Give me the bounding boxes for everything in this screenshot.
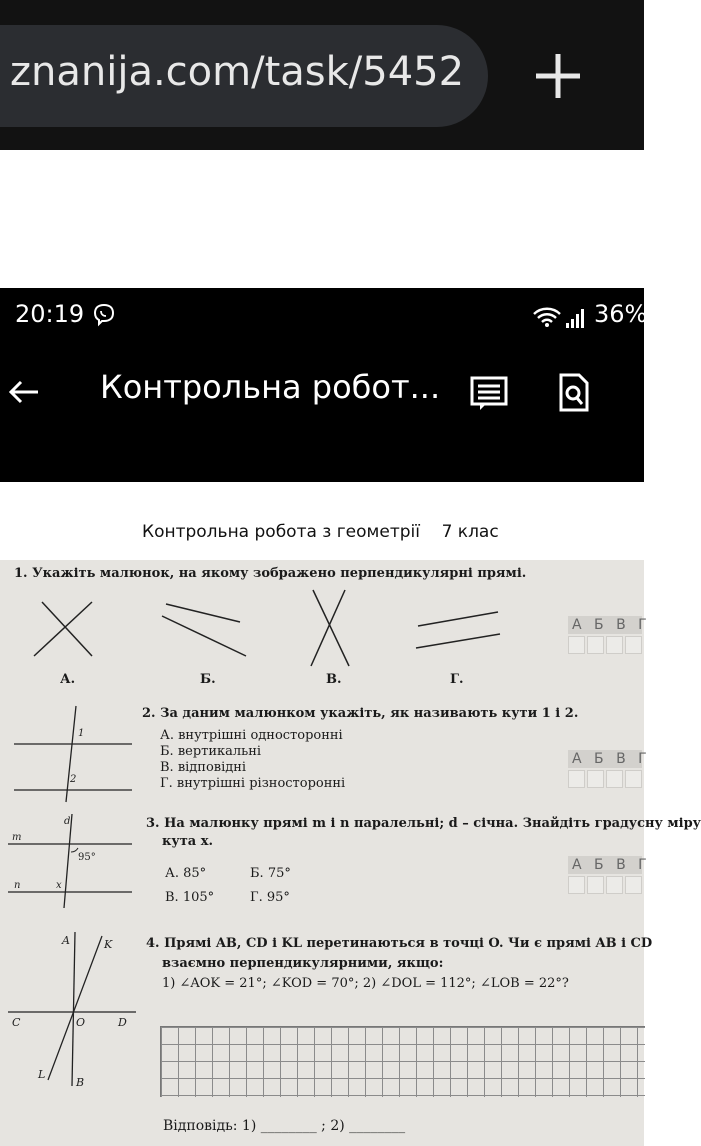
question-3-text: 3. На малюнку прямі m і n паралельні; d – січна. Знайдіть градусну міру [146,816,701,831]
document-header [0,482,644,560]
question-4-text: 4. Прямі AB, CD і KL перетинаються в точці O. Чи є прямі AB і CD [146,936,653,951]
q1-figure-a [30,594,100,664]
question-4-text-cont: взаємно перпендикулярними, якщо: [162,956,444,971]
q1-figure-b [160,600,250,660]
scanned-worksheet [0,560,701,1146]
url-text[interactable]: znanija.com/task/5452 [10,49,465,95]
question-2-text: 2. За даним малюнком укажіть, як називають кути 1 і 2. [142,706,579,721]
q4-fig-label-a: A [62,934,70,947]
question-4-conditions: 1) ∠AOK = 21°; ∠KOD = 70°; 2) ∠DOL = 112°; ∠LOB = 22°? [162,976,569,991]
answer-box-header: А Б В Г [568,616,642,634]
q2-fig-label-1: 1 [78,728,85,739]
plus-icon[interactable] [530,48,586,104]
q3-option-c: В. 105° [165,890,215,905]
q3-option-b: Б. 75° [250,866,291,881]
q1-answer-box[interactable] [568,616,651,654]
answer-cells[interactable] [568,876,642,894]
q1-option-b: Б. [200,672,216,687]
q4-fig-label-k: K [104,938,113,951]
question-1-text: 1. Укажіть малюнок, на якому зображено перпендикулярні прямі. [14,566,527,581]
status-bar [0,288,648,346]
phone-screenshot [0,288,701,1146]
battery-level: 36% [594,300,648,328]
question-3-text-cont: кута x. [162,834,213,849]
answer-grid[interactable] [160,1026,645,1097]
q1-option-a: А. [60,672,76,687]
q3-option-d: Г. 95° [250,890,290,905]
q1-figure-c [305,586,355,670]
blank-area [0,150,644,288]
q3-fig-label-x: x [56,880,62,891]
signal-icon [565,308,585,328]
q3-fig-label-m: m [12,832,22,843]
answer-box-header: А Б В Г [568,856,642,874]
answer-box-header: А Б В Г [568,750,642,768]
q1-option-d: Г. [450,672,464,687]
q3-answer-box[interactable] [568,856,651,894]
q4-fig-label-d: D [118,1016,127,1029]
browser-toolbar [0,0,644,150]
q2-option-b: Б. вертикальні [160,744,262,759]
document-title: Контрольна робот... [100,368,441,406]
q4-figure [8,930,138,1090]
q3-fig-label-angle: 95° [78,852,96,863]
answer-cells[interactable] [568,636,642,654]
q4-fig-label-l: L [38,1068,46,1081]
viber-icon [92,303,116,327]
answer-line[interactable]: Відповідь: 1) ________ ; 2) ________ [163,1118,406,1134]
wifi-icon [532,306,562,328]
text-view-icon[interactable] [470,376,508,412]
back-arrow-icon[interactable] [8,376,40,408]
q2-answer-box[interactable] [568,750,651,788]
q1-figure-d [414,606,504,652]
q2-option-a: А. внутрішні односторонні [160,728,343,743]
q3-option-a: А. 85° [165,866,207,881]
answer-cells[interactable] [568,770,642,788]
app-bar [0,346,644,482]
q3-fig-label-d: d [64,816,71,827]
status-time: 20:19 [15,300,85,328]
worksheet-title: Контрольна робота з геометрії 7 клас [142,522,499,542]
q1-option-c: В. [326,672,342,687]
q2-option-d: Г. внутрішні різносторонні [160,776,346,791]
q4-fig-label-c: C [12,1016,21,1029]
q4-fig-label-o: O [76,1016,86,1029]
document-page [0,482,701,1146]
address-bar[interactable] [0,25,488,127]
q4-fig-label-b: B [76,1076,85,1089]
q2-option-c: В. відповідні [160,760,247,775]
q2-fig-label-2: 2 [70,774,77,785]
q3-fig-label-n: n [14,880,21,891]
document-search-icon[interactable] [558,373,590,413]
q3-figure [8,814,134,908]
q2-figure [14,706,134,802]
